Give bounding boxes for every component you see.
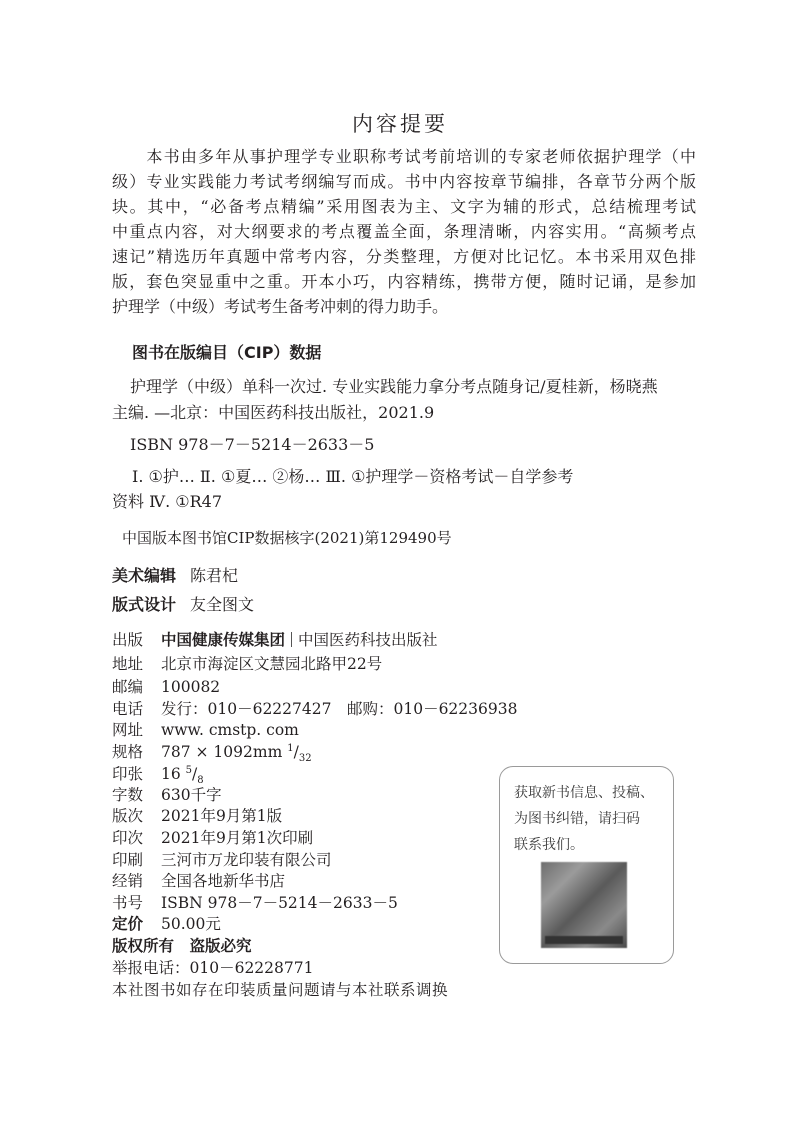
address-value: 北京市海淀区文慧园北路甲22号 bbox=[161, 655, 383, 673]
format-label: 规格 bbox=[112, 743, 144, 761]
price-row bbox=[112, 912, 221, 934]
printing-row bbox=[112, 826, 313, 848]
cip-classification: 资料 Ⅳ. ①R47 bbox=[112, 492, 222, 511]
isbn-label: 书号 bbox=[112, 894, 144, 912]
isbn-row bbox=[112, 891, 398, 913]
cip-isbn: ISBN 978－7－5214－2633－5 bbox=[130, 435, 375, 454]
cip-heading: 图书在版编目（CIP）数据 bbox=[132, 343, 322, 362]
publisher-label: 出版 bbox=[112, 631, 144, 649]
price-label: 定价 bbox=[112, 915, 144, 933]
edition-label: 版次 bbox=[112, 807, 144, 825]
publisher-name: 中国医药科技出版社 bbox=[298, 631, 438, 649]
postcode-label: 邮编 bbox=[112, 678, 144, 696]
website-row bbox=[112, 718, 299, 740]
sheets-fraction-num: 5 bbox=[185, 764, 193, 776]
qr-code-image[interactable] bbox=[541, 862, 627, 948]
phone-label: 电话 bbox=[112, 700, 144, 718]
printer-row bbox=[112, 848, 332, 870]
cip-record: 中国版本图书馆CIP数据核字(2021)第129490号 bbox=[122, 529, 452, 547]
cip-line: 护理学（中级）单科一次过. 专业实践能力拿分考点随身记/夏桂新，杨晓燕 bbox=[130, 377, 658, 396]
address-row bbox=[112, 652, 382, 674]
words-row bbox=[112, 783, 222, 805]
phone-row bbox=[112, 697, 517, 719]
sheets-fraction-den: 8 bbox=[197, 775, 204, 787]
distributor-row bbox=[112, 869, 285, 891]
summary-line: 级）专业实践能力考试考纲编写而成。书中内容按章节编排，各章节分两个版 bbox=[112, 172, 696, 191]
format-value: 787 × 1092mm bbox=[161, 743, 283, 761]
sheets-label: 印张 bbox=[112, 765, 144, 783]
phone-value: 发行：010－62227427 邮购：010－62236938 bbox=[161, 700, 518, 718]
postcode-value: 100082 bbox=[161, 678, 221, 696]
art-editor-name: 陈君杞 bbox=[190, 566, 239, 585]
summary-line: 版，套色突显重中之重。开本小巧，内容精练，携带方便，随时记诵，是参加 bbox=[112, 272, 696, 291]
edition-value: 2021年9月第1版 bbox=[161, 807, 283, 825]
format-fraction-den: 32 bbox=[298, 753, 312, 765]
page-title: 内容提要 bbox=[352, 112, 448, 136]
qr-caption-line: 为图书纠错，请扫码 bbox=[514, 811, 640, 827]
isbn-value: ISBN 978－7－5214－2633－5 bbox=[161, 894, 398, 912]
summary-line: 中重点内容，对大纲要求的考点覆盖全面，条理清晰，内容实用。“高频考点 bbox=[112, 222, 696, 241]
address-label: 地址 bbox=[112, 655, 144, 673]
summary-line: 速记”精选历年真题中常考内容，分类整理，方便对比记忆。本书采用双色排 bbox=[112, 247, 696, 266]
quality-notice: 本社图书如存在印装质量问题请与本社联系调换 bbox=[112, 981, 449, 999]
divider bbox=[291, 632, 292, 647]
summary-line: 护理学（中级）考试考生备考冲刺的得力助手。 bbox=[112, 297, 449, 316]
qr-caption bbox=[514, 780, 654, 858]
cip-line: 主编. —北京：中国医药科技出版社，2021.9 bbox=[112, 403, 435, 422]
summary-line: 块。其中，“必备考点精编”采用图表为主、文字为辅的形式，总结梳理考试 bbox=[112, 197, 696, 216]
postcode-row bbox=[112, 675, 220, 697]
qr-caption-line: 获取新书信息、投稿、 bbox=[514, 785, 654, 801]
format-row: 规格 787 × 1092mm $^1/_{32}$ bbox=[112, 740, 312, 764]
distributor-value: 全国各地新华书店 bbox=[161, 872, 286, 890]
distributor-label: 经销 bbox=[112, 872, 144, 890]
printer-label: 印刷 bbox=[112, 851, 144, 869]
website-label: 网址 bbox=[112, 721, 144, 739]
website-value: www. cmstp. com bbox=[161, 721, 299, 739]
words-label: 字数 bbox=[112, 786, 144, 804]
publisher-group: 中国健康传媒集团 bbox=[161, 631, 286, 649]
publisher-row bbox=[112, 628, 438, 650]
art-editor-label: 美术编辑 bbox=[112, 566, 177, 585]
sheets-value: 16 bbox=[161, 765, 181, 783]
qr-caption-line: 联系我们。 bbox=[514, 837, 584, 853]
words-value: 630千字 bbox=[161, 786, 222, 804]
layout-design-label: 版式设计 bbox=[112, 595, 177, 614]
layout-design-name: 友全图文 bbox=[190, 595, 255, 614]
printer-value: 三河市万龙印装有限公司 bbox=[161, 851, 332, 869]
sheets-row: 印张 16 $^5/_8$ bbox=[112, 762, 204, 786]
price-value: 50.00元 bbox=[161, 915, 221, 933]
art-editor bbox=[112, 563, 238, 586]
layout-design bbox=[112, 592, 254, 615]
summary-line: 本书由多年从事护理学专业职称考试考前培训的专家老师依据护理学（中 bbox=[112, 147, 696, 166]
printing-value: 2021年9月第1次印刷 bbox=[161, 829, 314, 847]
printing-label: 印次 bbox=[112, 829, 144, 847]
format-fraction-num: 1 bbox=[287, 742, 294, 754]
cip-classification: Ⅰ. ①护… Ⅱ. ①夏… ②杨… Ⅲ. ①护理学－资格考试－自学参考 bbox=[132, 467, 574, 486]
report-phone: 举报电话：010－62228771 bbox=[112, 959, 314, 977]
edition-row bbox=[112, 804, 282, 826]
copyright-notice: 版权所有 盗版必究 bbox=[112, 937, 252, 955]
